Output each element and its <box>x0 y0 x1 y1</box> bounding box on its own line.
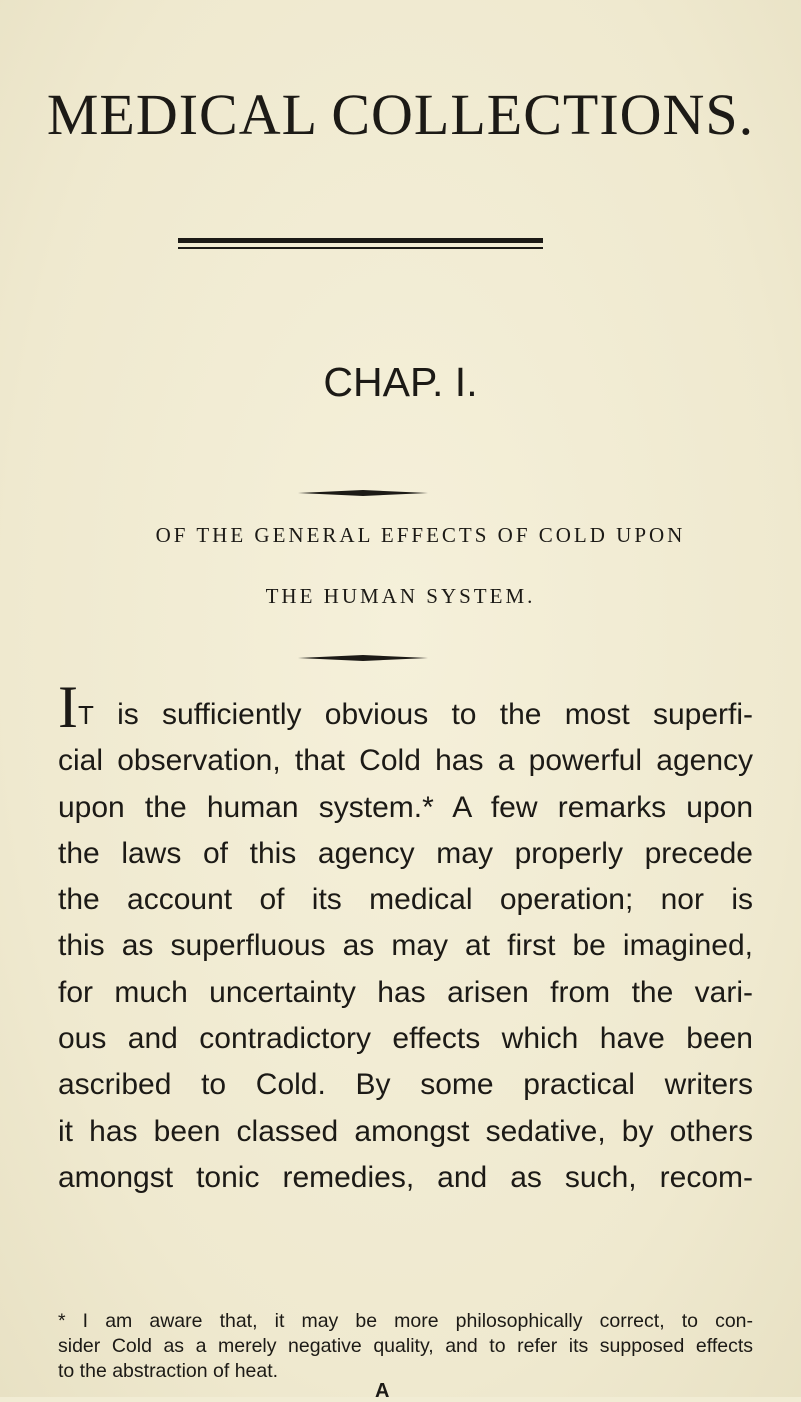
body-line-1 <box>58 674 753 740</box>
footnote-line-1: * I am aware that, it may be more philosophically correct, to con- <box>58 1310 753 1332</box>
section-title-line-2: THE HUMAN SYSTEM. <box>265 584 536 608</box>
section-title-line-1: OF THE GENERAL EFFECTS OF COLD UPON <box>155 523 686 547</box>
body-line-9: ascribed to Cold. By some practical writers <box>58 1068 753 1102</box>
body-line-11: amongst tonic remedies, and as such, recom- <box>58 1160 753 1194</box>
footnote-line-2: sider Cold as a merely negative quality, and to refer its supposed effects <box>58 1335 753 1357</box>
body-line-7: for much uncertainty has arisen from the vari- <box>58 975 753 1009</box>
drop-cap: I <box>58 674 78 740</box>
body-line-5: the account of its medical operation; nor is <box>58 883 753 917</box>
body-line-8: ous and contradictory effects which have been <box>58 1022 753 1056</box>
body-line-4: the laws of this agency may properly precede <box>58 836 753 870</box>
body-line-2: cial observation, that Cold has a powerful agency <box>58 744 753 778</box>
footnote-line-3: to the abstraction of heat. <box>58 1360 279 1382</box>
body-line-text: is sufficiently obvious to the most superfi- <box>93 698 753 731</box>
ornamental-rule-top <box>298 490 428 496</box>
ornamental-rule-bottom <box>298 655 428 661</box>
body-line-10: it has been classed amongst sedative, by others <box>58 1114 753 1148</box>
chapter-heading: CHAP. I. <box>323 359 478 405</box>
body-paragraph <box>58 674 753 1201</box>
double-rule <box>178 238 543 252</box>
first-word-rest: T <box>77 700 94 730</box>
rule-thick-line <box>178 238 543 243</box>
body-line-6: this as superfluous as may at first be imagined, <box>58 929 753 963</box>
footnote <box>58 1309 753 1384</box>
body-line-3: upon the human system.* A few remarks upon <box>58 790 753 824</box>
rule-thin-line <box>178 247 543 249</box>
running-head: MEDICAL COLLECTIONS. <box>46 82 755 147</box>
signature-mark: A <box>375 1380 390 1402</box>
